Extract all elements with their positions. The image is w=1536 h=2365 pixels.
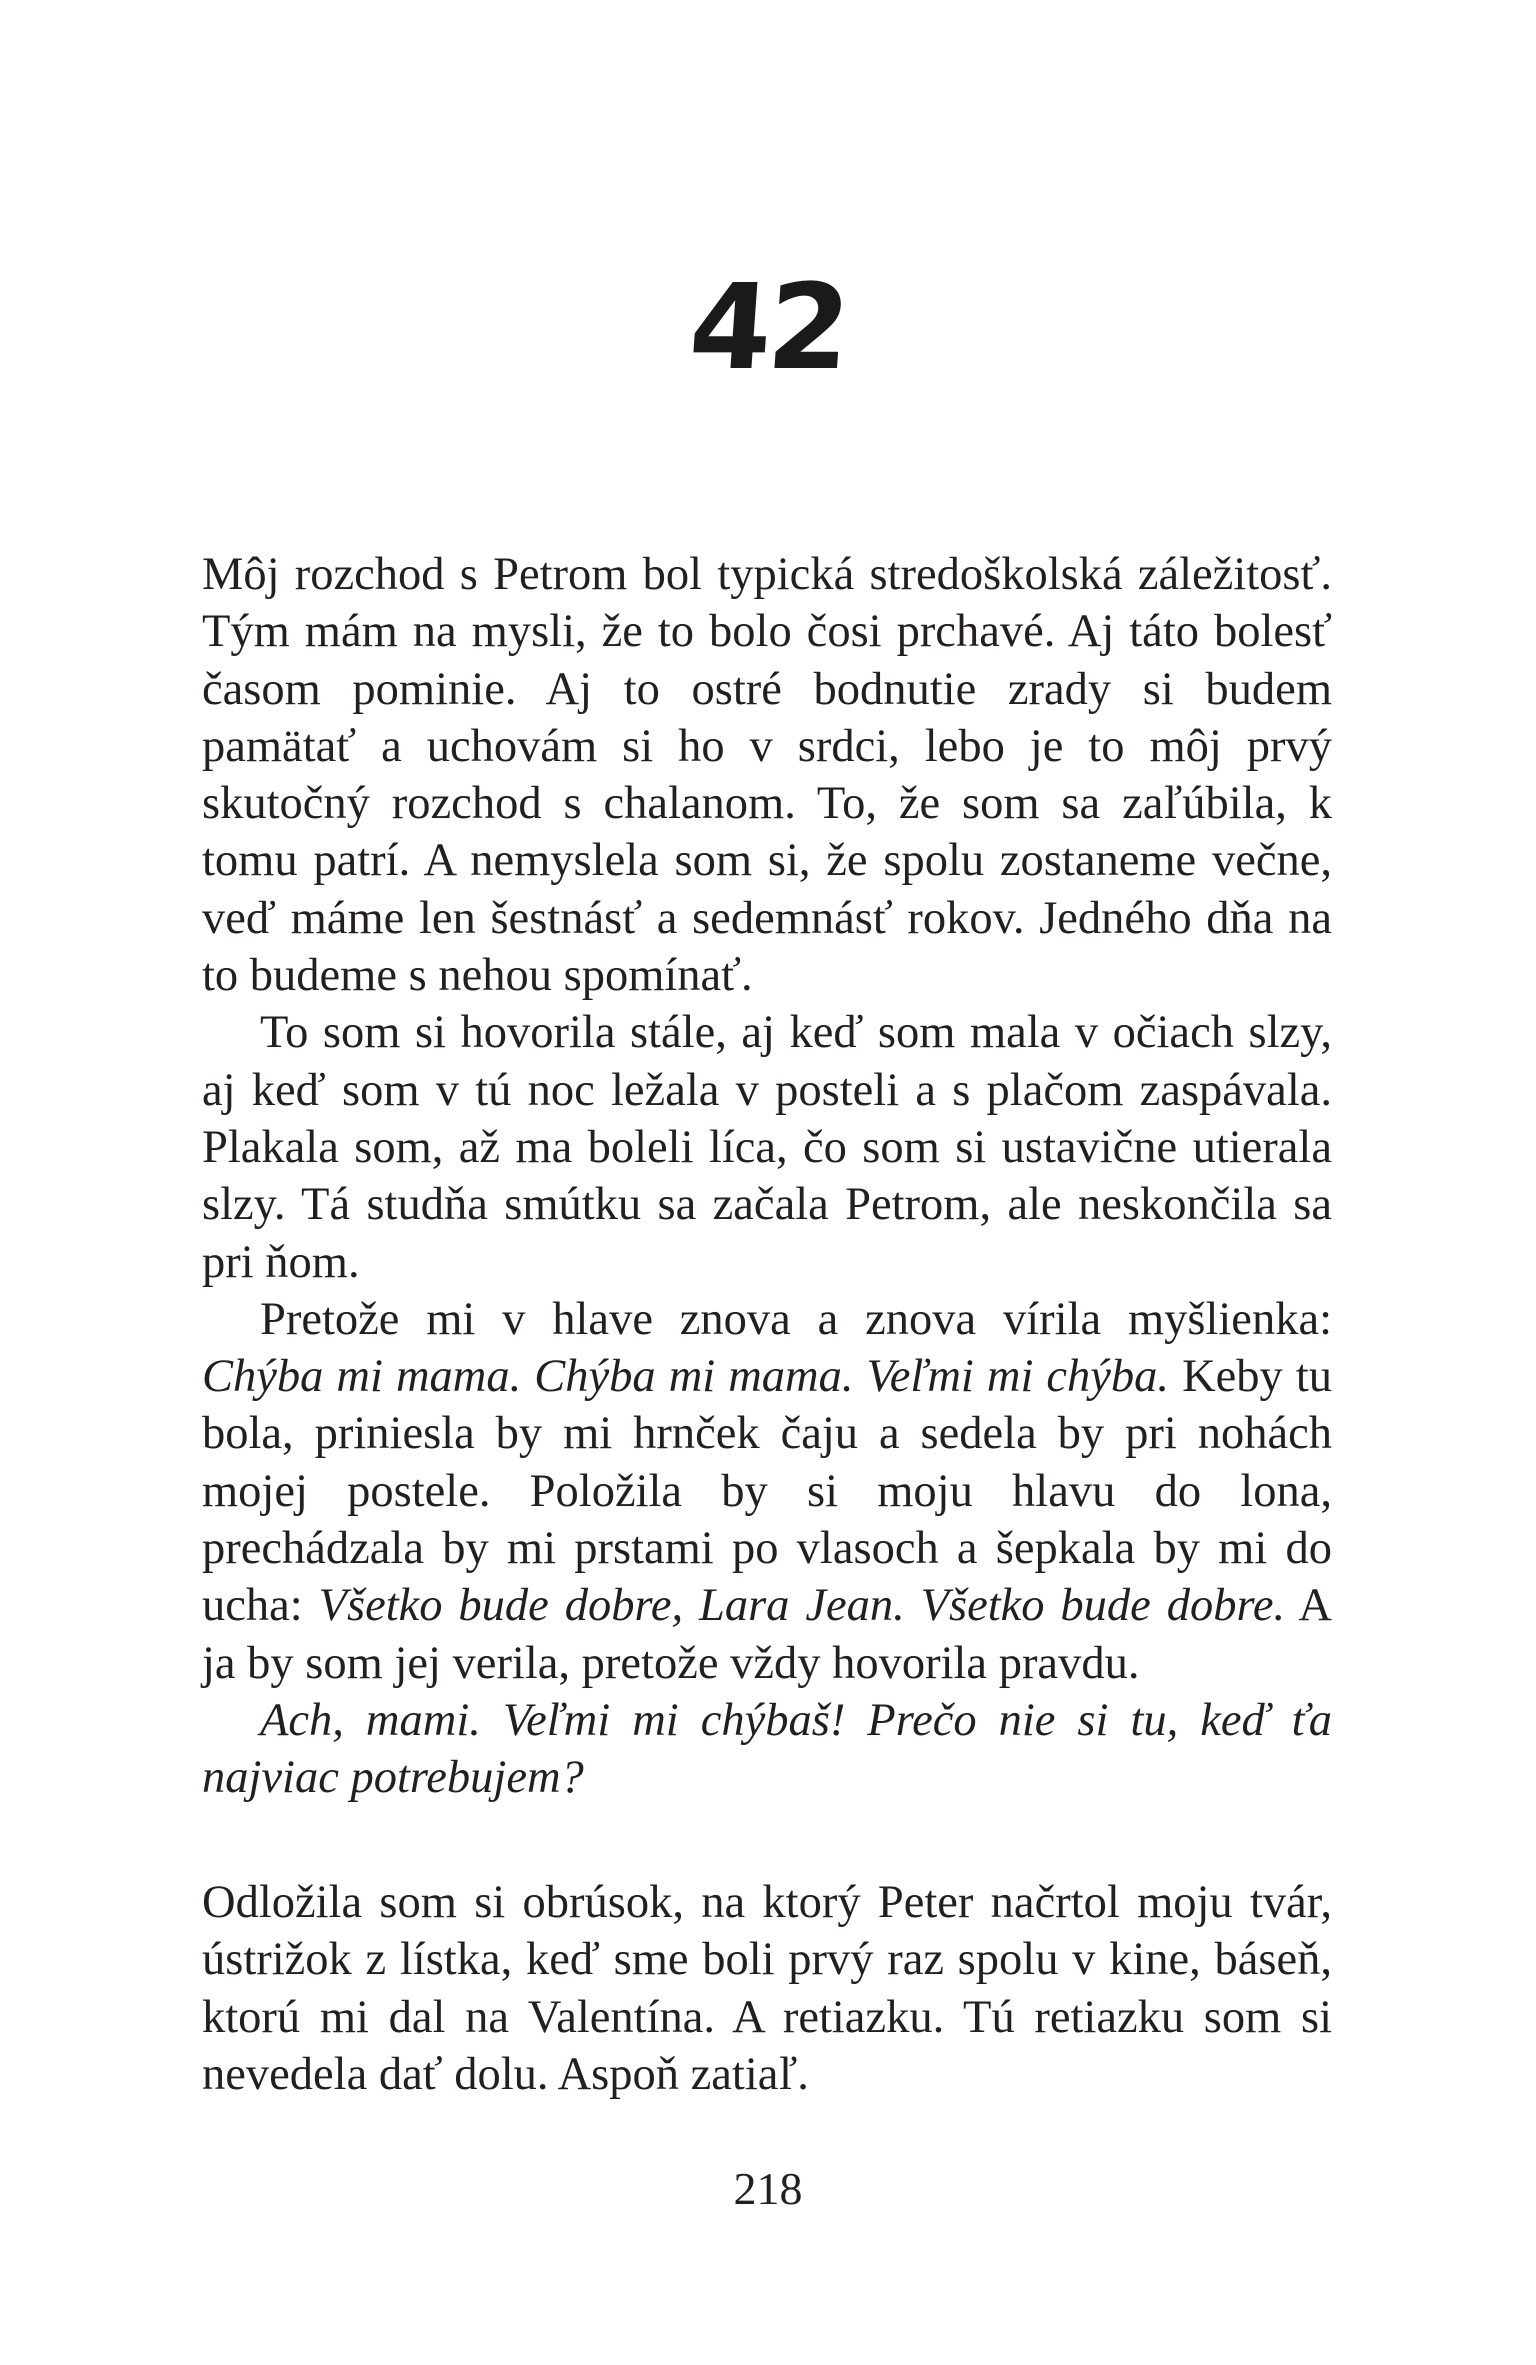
paragraph-4-italic-text: Ach, mami. Veľmi mi chýbaš! Prečo nie si tu, keď ťa najviac potrebujem? (202, 1694, 1332, 1804)
paragraph-1: Môj rozchod s Petrom bol typická stredoškolská záležitosť. Tým mám na mysli, že to bolo čosi prchavé. Aj táto bolesť časom pominie. Aj to ostré bodnutie zrady si budem pamätať a uchovám si ho v srdci, lebo je to môj prvý skutočný rozchod s chalanom. To, že som sa zaľúbila, k tomu patrí. A nemyslela som si, že spolu zostaneme večne, veď máme len šestnásť a sedemnásť rokov. Jedného dňa na to budeme s nehou spomínať. (202, 549, 1332, 1002)
text-section-2 (202, 1874, 1332, 2103)
paragraph-3-text-start: Pretože mi v hlave znova a znova vírila myšlienka: (260, 1293, 1332, 1345)
paragraph-3-italic-thought: Chýba mi mama. Chýba mi mama. Veľmi mi chýba. (202, 1351, 1170, 1403)
paragraph-3-text-end: A ja by som jej verila, pretože vždy hovorila pravdu. (202, 1580, 1332, 1689)
chapter-number: 42 (685, 258, 851, 396)
paragraph-3-text-middle: Keby tu bola, priniesla by mi hrnček čaju a sedela by pri nohách mojej postele. Položila by si moju hlavu do lona, prechádzala by mi prstami po vlasoch a šepkala by mi do ucha: (202, 1351, 1333, 1632)
text-section-1 (202, 546, 1332, 1807)
paragraph-3-italic-whisper: Všetko bude dobre, Lara Jean. Všetko bude dobre. (318, 1580, 1286, 1632)
paragraph-2: To som si hovorila stále, aj keď som mala v očiach slzy, aj keď som v tú noc ležala v posteli a s plačom zaspávala. Plakala som, až ma boleli líca, čo som si ustavične utierala slzy. Tá studňa smútku sa začala Petrom, ale neskončila sa pri ňom. (202, 1007, 1332, 1288)
page-number: 218 (733, 2163, 803, 2214)
paragraph-5: Odložila som si obrúsok, na ktorý Peter načrtol moju tvár, ústrižok z lístka, keď sme boli prvý raz spolu v kine, báseň, ktorú mi dal na Valentína. A retiazku. Tú retiazku som si nevedela dať dolu. Aspoň zatiaľ. (202, 1877, 1332, 2100)
paragraph-4-italic (202, 1692, 1332, 1807)
paragraph-3 (202, 1291, 1332, 1692)
